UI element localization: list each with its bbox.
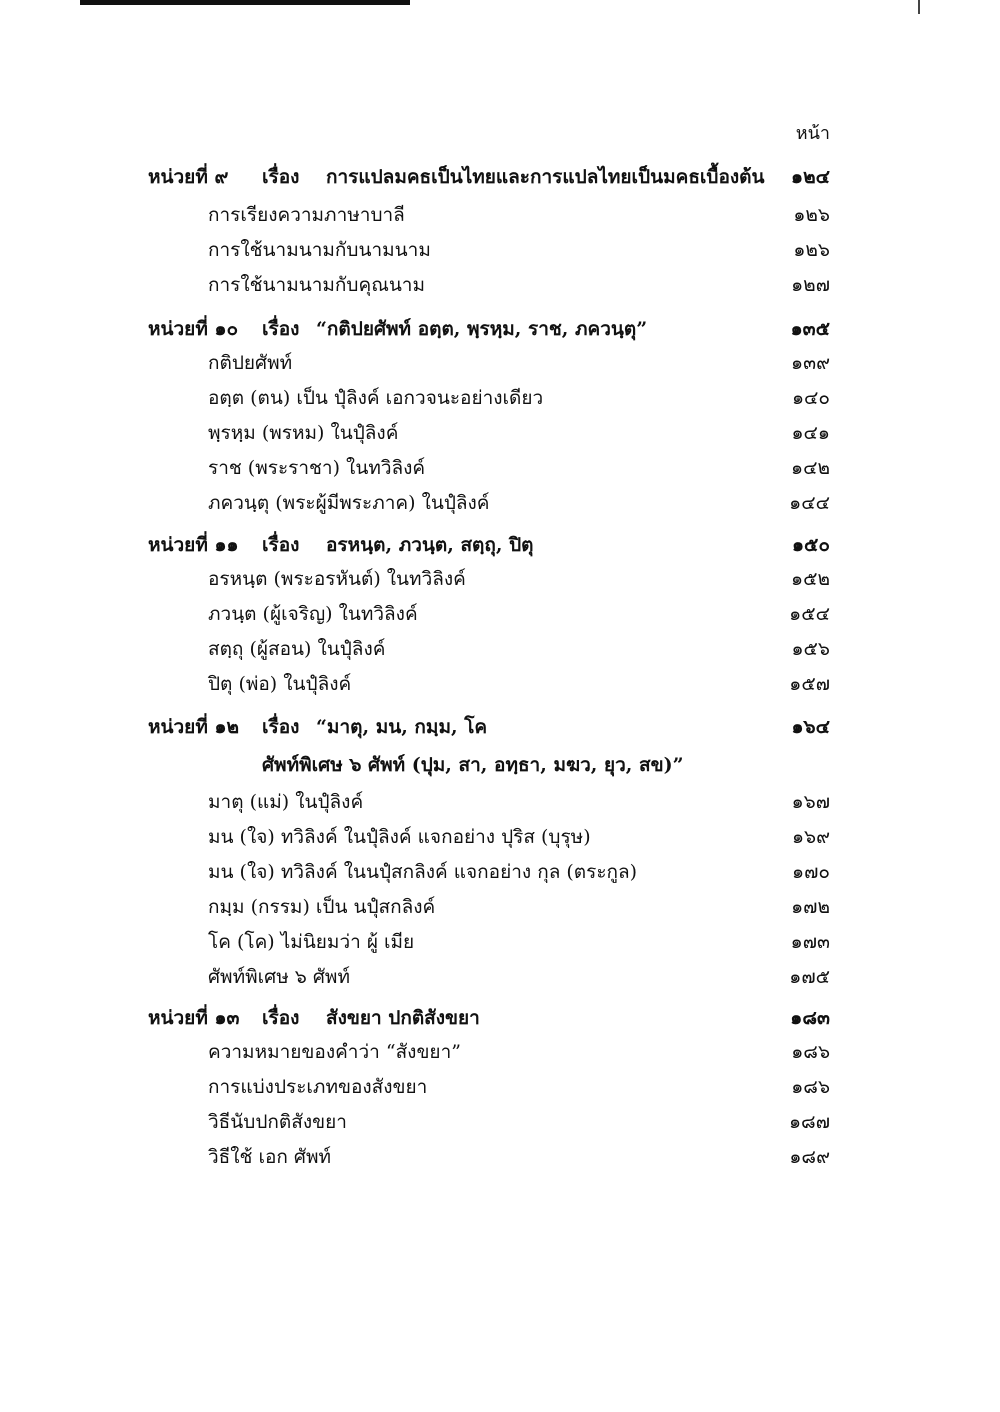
top-rule [80,0,410,5]
page-number: ๑๔๒ [791,457,830,479]
toc-sub-row [0,268,1000,302]
subtopic-title: การใช้นามนามกับนามนาม [208,239,431,261]
unit-number: หน่วยที่ ๑๑ [148,534,239,556]
subtopic-title: กมฺม (กรรม) เป็น นปุํสกลิงค์ [208,896,436,918]
page-number: ๑๒๗ [791,274,830,296]
unit-number: หน่วยที่ ๑๓ [148,1007,240,1029]
subtopic-title: มน (ใจ) ทวิลิงค์ ในนปุํสกลิงค์ แจกอย่าง กุล (ตระกูล) [208,861,638,883]
edge-mark [918,0,920,14]
toc-sub-row [0,1070,1000,1104]
toc-sub-row [0,1105,1000,1139]
subtopic-title: การเรียงความภาษาบาลี [208,204,405,226]
subtopic-title: การแบ่งประเภทของสังขยา [208,1076,428,1098]
subtopic-title: ราช (พระราชา) ในทวิลิงค์ [208,457,426,479]
page-number: ๑๒๖ [793,239,830,261]
toc-sub-row [0,820,1000,854]
subtopic-title: พฺรหฺม (พรหม) ในปุํลิงค์ [208,422,399,444]
page-number: ๑๘๗ [788,1111,830,1133]
unit-subject-word: เรื่อง [262,716,300,738]
page-number: ๑๖๔ [791,716,830,738]
unit-title: สังขยา ปกติสังขยา [326,1007,480,1029]
unit-subject-word: เรื่อง [262,534,300,556]
page-column-label: หน้า [795,123,830,144]
subtopic-title: การใช้นามนามกับคุณนาม [208,274,425,296]
subtopic-title: วิธีใช้ เอก ศัพท์ [208,1146,332,1168]
toc-sub-row [0,925,1000,959]
toc-sub-row [0,855,1000,889]
subtopic-title: อตฺต (ตน) เป็น ปุํลิงค์ เอกวจนะอย่างเดียว [208,387,544,409]
toc-sub-row [0,486,1000,520]
unit-subject-word: เรื่อง [262,166,300,188]
subtopic-title: โค (โค) ไม่นิยมว่า ผู้ เมีย [208,931,415,953]
toc-sub-row [0,233,1000,267]
unit-title: การแปลมคธเป็นไทยและการแปลไทยเป็นมคธเบื้องต้น [326,166,765,188]
page-number: ๑๓๙ [791,352,830,374]
page-number: ๑๘๓ [790,1007,830,1029]
page-number: ๑๒๖ [793,204,830,226]
page-number: ๑๔๐ [791,387,830,409]
toc-sub-row [0,960,1000,994]
page-number: ๑๔๔ [789,492,830,514]
unit-subject-word: เรื่อง [262,1007,300,1029]
toc-sub-row [0,890,1000,924]
page-number: ๑๕๒ [791,568,830,590]
toc-unit-row [0,710,1000,744]
page-number: ๑๕๔ [789,603,830,625]
subtopic-title: ภวนฺต (ผู้เจริญ) ในทวิลิงค์ [208,603,418,625]
page-number: ๑๖๙ [791,826,830,848]
toc-unit-row [0,160,1000,194]
unit-number: หน่วยที่ ๙ [148,166,229,188]
page-number: ๑๘๖ [791,1076,830,1098]
unit-number: หน่วยที่ ๑๐ [148,318,239,340]
page-number: ๑๔๑ [791,422,830,444]
toc-sub-row [0,597,1000,631]
toc-sub-row [0,667,1000,701]
unit-title: “มาตุ, มน, กมฺม, โค [316,716,488,738]
subtopic-title: อรหนฺต (พระอรหันต์) ในทวิลิงค์ [208,568,466,590]
page-number: ๑๒๔ [791,166,830,188]
toc-unit-title-continuation [0,748,1000,782]
page-number: ๑๗๒ [791,896,830,918]
toc-sub-row [0,451,1000,485]
page-number: ๑๘๖ [791,1041,830,1063]
page-number: ๑๗๕ [789,966,830,988]
toc-sub-row [0,562,1000,596]
page-number: ๑๗๓ [790,931,830,953]
subtopic-title: วิธีนับปกติสังขยา [208,1111,347,1133]
toc-sub-row [0,1035,1000,1069]
page-number: ๑๕๖ [791,638,830,660]
toc-sub-row [0,381,1000,415]
page-number: ๑๖๗ [791,791,830,813]
unit-subject-word: เรื่อง [262,318,300,340]
toc-sub-row [0,632,1000,666]
subtopic-title: สตฺถุ (ผู้สอน) ในปุํลิงค์ [208,638,386,660]
toc-sub-row [0,785,1000,819]
unit-title-continued: ศัพท์พิเศษ ๖ ศัพท์ (ปุม, สา, อทฺธา, มฆว, ยุว, สข)” [262,754,684,776]
subtopic-title: ศัพท์พิเศษ ๖ ศัพท์ [208,966,350,988]
toc-unit-row [0,528,1000,562]
toc-sub-row [0,416,1000,450]
unit-number: หน่วยที่ ๑๒ [148,716,240,738]
subtopic-title: มาตุ (แม่) ในปุํลิงค์ [208,791,364,813]
subtopic-title: ภควนฺตุ (พระผู้มีพระภาค) ในปุํลิงค์ [208,492,490,514]
toc-unit-row [0,1001,1000,1035]
subtopic-title: มน (ใจ) ทวิลิงค์ ในปุํลิงค์ แจกอย่าง ปุริส (บุรุษ) [208,826,591,848]
toc-sub-row [0,198,1000,232]
page-number: ๑๕๗ [789,673,830,695]
page-number: ๑๗๐ [792,861,830,883]
subtopic-title: กติปยศัพท์ [208,352,293,374]
unit-title: “กติปยศัพท์ อตฺต, พฺรหฺม, ราช, ภควนฺตุ” [316,318,648,340]
toc-sub-row [0,346,1000,380]
unit-title: อรหนฺต, ภวนฺต, สตฺถุ, ปิตุ [326,534,534,556]
toc-unit-row [0,312,1000,346]
subtopic-title: ปิตุ (พ่อ) ในปุํลิงค์ [208,673,352,695]
page-number: ๑๓๕ [790,318,830,340]
page-number: ๑๕๐ [791,534,830,556]
page-number: ๑๘๙ [789,1146,830,1168]
toc-sub-row [0,1140,1000,1174]
subtopic-title: ความหมายของคำว่า “สังขยา” [208,1041,461,1063]
